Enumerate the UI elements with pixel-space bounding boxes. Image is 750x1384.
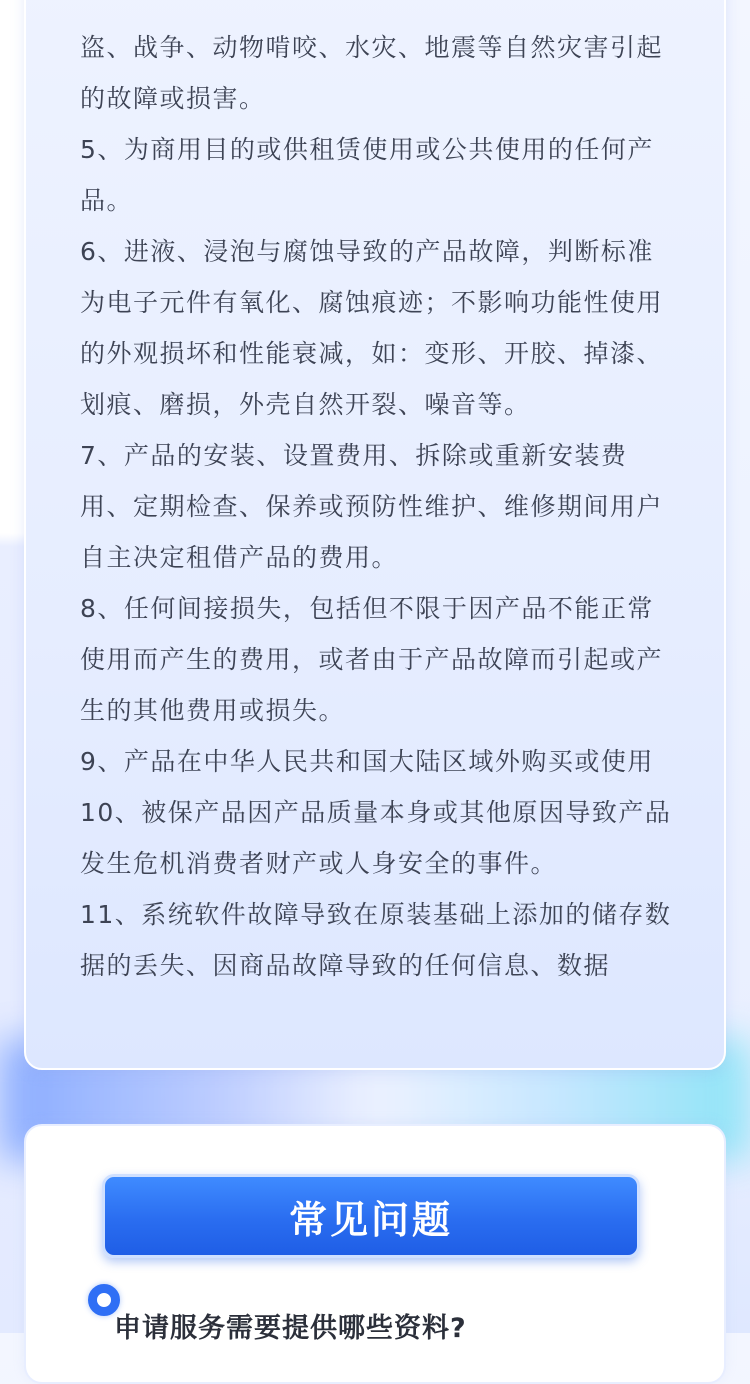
exclusion-partial-line	[80, 0, 680, 24]
exclusion-item: 8、任何间接损失，包括但不限于因产品不能正常使用而产生的费用，或者由于产品故障而引起或产生的其他费用或损失。	[80, 594, 664, 725]
faq-title-banner	[102, 1174, 640, 1258]
faq-title: 常见问题	[288, 1197, 453, 1242]
faq-item[interactable]	[88, 1284, 688, 1344]
exclusions-list	[80, 0, 680, 991]
exclusion-item: 6、进液、浸泡与腐蚀导致的产品故障，判断标准为电子元件有氧化、腐蚀痕迹；不影响功能性使用的外观损坏和性能衰减，如：变形、开胶、掉漆、划痕、磨损，外壳自然开裂、噪音等。	[80, 237, 664, 419]
exclusion-item: 9、产品在中华人民共和国大陆区域外购买或使用	[80, 747, 654, 776]
exclusion-item: 5、为商用目的或供租赁使用或公共使用的任何产品。	[80, 135, 654, 215]
exclusion-item: 11、系统软件故障导致在原装基础上添加的储存数据的丢失、因商品故障导致的任何信息、数据	[80, 900, 672, 980]
faq-question: 申请服务需要提供哪些资料?	[114, 1313, 467, 1344]
exclusion-item: 盗、战争、动物啃咬、水灾、地震等自然灾害引起的故障或损害。	[80, 33, 664, 113]
exclusion-item: 10、被保产品因产品质量本身或其他原因导致产品发生危机消费者财产或人身安全的事件。	[80, 798, 672, 878]
exclusion-item: 7、产品的安装、设置费用、拆除或重新安装费用、定期检查、保养或预防性维护、维修期间用户自主决定租借产品的费用。	[80, 441, 664, 572]
